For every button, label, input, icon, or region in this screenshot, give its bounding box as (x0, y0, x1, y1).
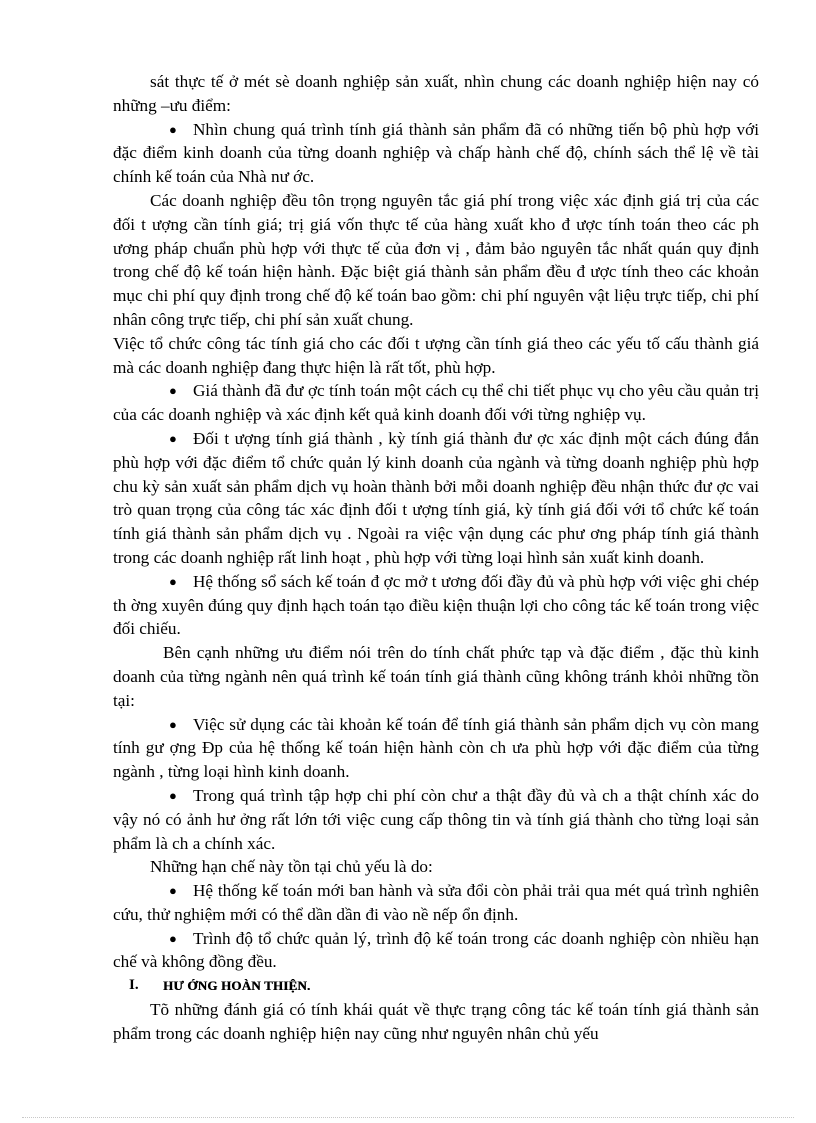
paragraph: Các doanh nghiệp đều tôn trọng nguyên tắc giá phí trong việc xác định giá trị của các đối t ượng cần tính giá; trị giá vốn thực tế của hàng xuất kho đ ược tính toán theo các ph ương pháp chuẩn phù hợp với thực tế của đơn vị , đảm bảo nguyên tắc nhất quán quy định trong chế độ kế toán hiện hành. Đặc biệt giá thành sản phẩm đều đ ược tính theo các khoản mục chi phí quy định trong chế độ kế toán bao gồm: chi phí nguyên vật liệu trực tiếp, chi phí nhân công trực tiếp, chi phí sản xuất chung. (113, 190, 759, 329)
bullet-icon: ● (169, 383, 177, 399)
bullet-icon: ● (169, 573, 177, 589)
bullet-icon: ● (169, 930, 177, 946)
bullet-text: Nhìn chung quá trình tính giá thành sản phẩm đã có những tiến bộ phù hợp với đặc điểm kinh doanh của từng doanh nghiệp và chấp hành chế độ, chính sách thể lệ về tài chính kế toán của Nhà nư ớc. (113, 119, 759, 187)
bullet-text: Giá thành đã đư ợc tính toán một cách cụ thể chi tiết phục vụ cho yêu cầu quản trị của các doanh nghiệp và xác định kết quả kinh doanh đối với từng nghiệp vụ. (113, 381, 759, 425)
paragraph: Những hạn chế này tồn tại chủ yếu là do: (150, 857, 433, 877)
bullet-icon: ● (169, 883, 177, 899)
bullet-icon: ● (169, 430, 177, 446)
bullet-item (113, 784, 759, 855)
bullet-text: Trình độ tổ chức quản lý, trình độ kế toán trong các doanh nghiệp còn nhiều hạn chế và không đồng đều. (113, 928, 759, 972)
bullet-text: Việc sử dụng các tài khoản kế toán để tính giá thành sản phẩm dịch vụ còn mang tính gư ợng Đp của hệ thống kế toán hiện hành còn ch ưa phù hợp với đặc điểm của từng ngành , từng loại hình kinh doanh. (113, 714, 759, 782)
bullet-text: Trong quá trình tập hợp chi phí còn chư a thật đầy đủ và ch a thật chính xác do vậy nó có ảnh hư ởng rất lớn tới việc cung cấp thông tin và tính giá thành cho từng loại sản phẩm là ch a chính xác. (113, 785, 759, 853)
paragraph: Tõ những đánh giá có tính khái quát về thực trạng công tác kế toán tính giá thành sản phẩm trong các doanh nghiệp hiện nay cũng như nguyên nhân chủ yếu (113, 1000, 759, 1043)
bullet-icon: ● (169, 787, 177, 803)
bullet-item (113, 118, 759, 189)
bullet-item (113, 927, 759, 975)
bullet-icon: ● (169, 121, 177, 137)
section-number: I. (129, 977, 139, 994)
document-body (113, 70, 759, 1046)
paragraph: sát thực tế ở mét sè doanh nghiệp sản xuất, nhìn chung các doanh nghiệp hiện nay có những –ưu điểm: (113, 72, 759, 115)
bullet-item (113, 379, 759, 427)
bullet-icon: ● (169, 716, 177, 732)
section-title: HƯ ỚNG HOÀN THIỆN. (163, 978, 311, 994)
bullet-text: Hệ thống kế toán mới ban hành và sửa đổi còn phải trải qua mét quá trình nghiên cứu, thử nghiệm mới có thể dần dần đi vào nề nếp ổn định. (113, 881, 759, 924)
bullet-item (113, 879, 759, 927)
bullet-item (113, 713, 759, 784)
paragraph: Việc tổ chức công tác tính giá cho các đối t ượng cần tính giá theo các yếu tố cấu thành giá mà các doanh nghiệp đang thực hiện là rất tốt, phù hợp. (113, 333, 759, 377)
bullet-text: Hệ thống sổ sách kế toán đ ợc mở t ương đối đầy đủ và phù hợp với việc ghi chép th ờng xuyên đúng quy định hạch toán tạo điều kiện thuận lợi cho công tác kế toán trong việc đối chiếu. (113, 571, 759, 639)
section-heading (113, 974, 759, 998)
paragraph: Bên cạnh những ưu điểm nói trên do tính chất phức tạp và đặc điểm , đặc thù kinh doanh của từng ngành nên quá trình kế toán tính giá thành cũng không tránh khỏi những tồn tại: (113, 643, 759, 710)
bullet-item (113, 427, 759, 570)
bullet-text: Đối t ượng tính giá thành , kỳ tính giá thành đư ợc xác định một cách đúng đắn phù hợp với đặc điểm tổ chức quản lý kinh doanh của ngành và từng doanh nghiệp phù hợp chu kỳ sản xuất sản phẩm dịch vụ hoàn thành bởi mỗi doanh nghiệp đều nhận thức đư ợc vai trò quan trọng của công tác xác định đối t ượng tính giá, kỳ tính giá đối với tổ chức kế toán tính giá thành sản phẩm dịch vụ . Ngoài ra việc vận dụng các phư ơng pháp tính giá thành trong các doanh nghiệp rất linh hoạt , phù hợp với từng loại hình sản xuất kinh doanh. (113, 428, 759, 567)
page-bottom-rule (22, 1117, 794, 1118)
bullet-item (113, 570, 759, 641)
